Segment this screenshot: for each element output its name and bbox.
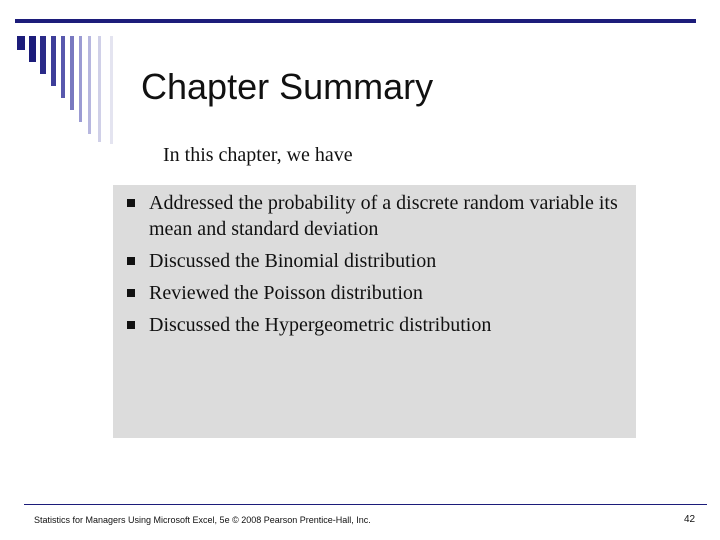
decorative-bars (0, 0, 130, 150)
bullet-item (125, 312, 630, 338)
square-bullet-icon (127, 199, 135, 207)
intro-text: In this chapter, we have (163, 144, 353, 166)
square-bullet-icon (127, 289, 135, 297)
bullet-text: Discussed the Binomial distribution (149, 250, 437, 272)
decorative-bar (88, 36, 91, 134)
bullet-item (125, 190, 630, 242)
bullet-item (125, 248, 630, 274)
slide-title: Chapter Summary (141, 66, 434, 107)
bullet-text: Reviewed the Poisson distribution (149, 282, 423, 304)
decorative-bar (17, 36, 25, 50)
decorative-bar (98, 36, 101, 142)
bullet-list (125, 190, 630, 344)
decorative-bar (110, 36, 113, 144)
bullet-text: Discussed the Hypergeometric distribution (149, 314, 492, 336)
bullet-item (125, 280, 630, 306)
decorative-bar (29, 36, 36, 62)
footer-text: Statistics for Managers Using Microsoft Excel, 5e © 2008 Pearson Prentice-Hall, Inc. (34, 515, 371, 525)
square-bullet-icon (127, 257, 135, 265)
decorative-bar (61, 36, 65, 98)
page-number: 42 (684, 514, 696, 525)
decorative-bar (70, 36, 74, 110)
decorative-bar (40, 36, 46, 74)
bottom-rule (24, 504, 707, 505)
square-bullet-icon (127, 321, 135, 329)
decorative-bar (51, 36, 56, 86)
decorative-bar (79, 36, 82, 122)
bullet-text: Addressed the probability of a discrete random variable its mean and standard deviation (149, 192, 618, 240)
